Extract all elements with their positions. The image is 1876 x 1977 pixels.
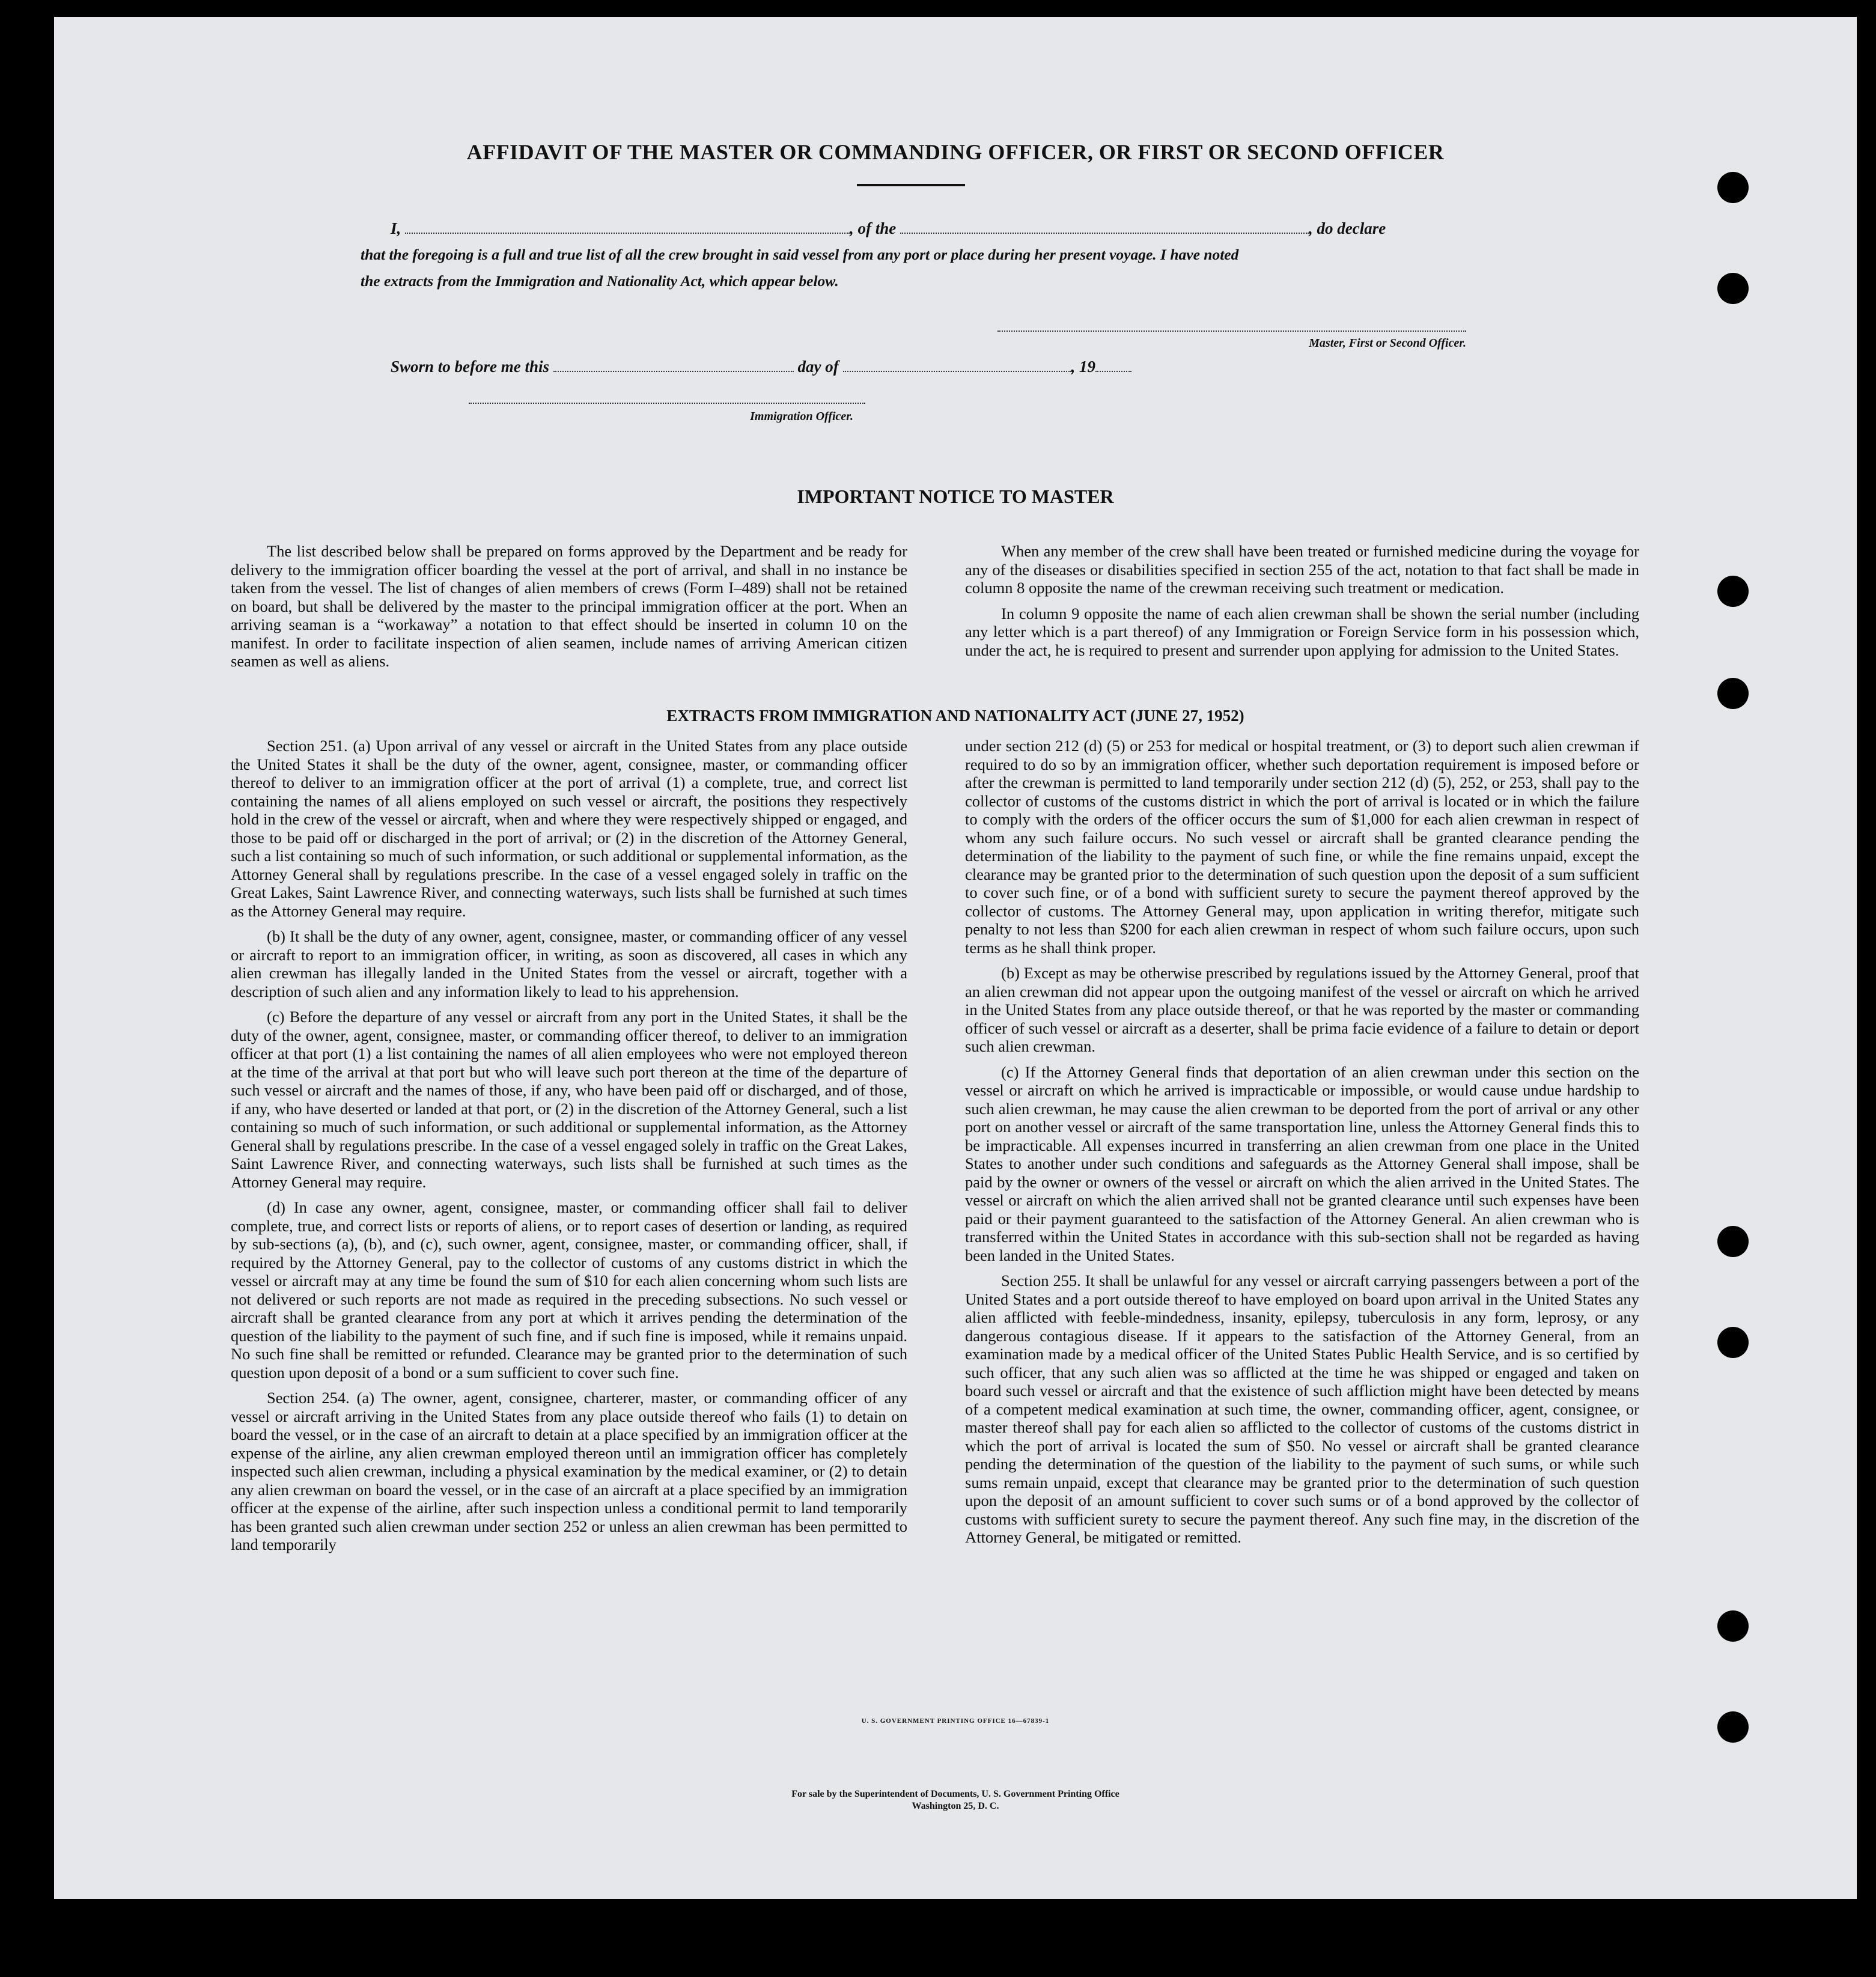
title-rule	[857, 184, 965, 186]
punch-hole	[1717, 1226, 1749, 1257]
sworn-label: Sworn to before me this	[391, 358, 550, 376]
vessel-name-field[interactable]	[900, 217, 1309, 234]
sworn-line	[391, 353, 1292, 380]
extracts-right-column	[965, 737, 1639, 1554]
extracts-left-column	[231, 737, 907, 1561]
master-signature-line[interactable]	[997, 331, 1466, 332]
section-254b: (b) Except as may be otherwise prescribed by regulations issued by the Attorney General, proof that an alien crewman did not appear upon the outgoing manifest of the vessel or aircraft on which he arrived in the United States from any place outside thereof, or that he was reported by the master or commanding officer of such vessel or aircraft as a deserter, shall be prima facie evidence of a failure to detain or deport such alien crewman.	[965, 964, 1639, 1055]
day-of-label: day of	[797, 358, 839, 376]
punch-hole	[1717, 172, 1749, 203]
punch-hole	[1717, 1610, 1749, 1642]
year-label: , 19	[1071, 358, 1096, 376]
punch-hole	[1717, 1711, 1749, 1743]
printing-office-imprint: U. S. GOVERNMENT PRINTING OFFICE 16—67839-1	[861, 1717, 1050, 1725]
section-254c: (c) If the Attorney General finds that deportation of an alien crewman under this section on the vessel or aircraft on which he arrived is impracticable or impossible, or would cause undue hardship to such alien crewman, he may cause the alien crewman to be deported from the port of arrival or any other port on another vessel or aircraft of the same transportation line, unless the Attorney General finds this to be impracticable. All expenses incurred in transferring an alien crewman from one place in the United States to another under such conditions and safeguards as the Attorney General shall impose, shall be paid by the owner or owners of the vessel or aircraft on which the alien arrived in the United States. The vessel or aircraft on which the alien arrived shall not be granted clearance until such expenses have been paid or their payment guaranteed to the satisfaction of the Attorney General. An alien crewman who is transferred within the United States in accordance with this sub-section shall not be regarded as having been landed in the United States.	[965, 1062, 1639, 1264]
sale-notice-line: Washington 25, D. C.	[912, 1801, 999, 1811]
punch-hole	[1717, 273, 1749, 304]
notice-paragraph: In column 9 opposite the name of each alien crewman shall be shown the serial number (including any letter which is a part thereof) of any Immigration or Foreign Service form in his possession which, under the act, he is required to present and surrender upon applying for admission to the United States.	[965, 604, 1639, 659]
punch-hole	[1717, 678, 1749, 709]
extracts-title: EXTRACTS FROM IMMIGRATION AND NATIONALITY ACT (JUNE 27, 1952)	[666, 707, 1244, 725]
section-255: Section 255. It shall be unlawful for any vessel or aircraft carrying passengers between a port of the United States and a port outside thereof to have employed on board upon arrival in the United States any alien afflicted with feeble-mindedness, insanity, epilepsy, tuberculosis in any form, leprosy, or any dangerous contagious disease. If it appears to the satisfaction of the Attorney General, from an examination made by a medical officer of the United States Public Health Service, and is so certified by such officer, that any such alien was so afflicted at the time he was shipped or engaged and taken on board such vessel or aircraft and that the existence of such affliction might have been detected by means of a competent medical examination at such time, the owner, commanding officer, agent, consignee, or master thereof shall pay for each alien so afflicted to the collector of customs of the customs district in which the port of arrival is located the sum of $50. No vessel or aircraft shall be granted clearance pending the determination of the question of the liability to the payment of such sums, or while such sums remain unpaid, except that clearance may be granted prior to the determination of such question upon the deposit of an amount sufficient to cover such sums or of a bond approved by the collector of customs with sufficient surety to secure the payment thereof. Any such fine may, in the discretion of the Attorney General, be mitigated or remitted.	[965, 1272, 1639, 1546]
sworn-month-field[interactable]	[843, 355, 1071, 372]
section-251d: (d) In case any owner, agent, consignee, master, or commanding officer shall fail to deliver complete, true, and correct lists or reports of aliens, or to report cases of desertion or landing, as required by sub-sections (a), (b), and (c), such owner, agent, consignee, master, or commanding officer, shall, if required by the Attorney General, pay to the collector of customs of any customs district in which the vessel or aircraft may at any time be found the sum of $10 for each alien concerning whom such lists are not delivered or such reports are not made as required in the preceding subsections. No such vessel or aircraft shall be granted clearance from any port at which it arrives pending the determination of the question of the liability to the payment of such fine, and if such fine is imposed, while it remains unpaid. No such fine shall be remitted or refunded. Clearance may be granted prior to the determination of such question upon deposit of a bond or a sum sufficient to cover such fine.	[231, 1198, 907, 1381]
document-page	[54, 17, 1857, 1899]
notice-title: IMPORTANT NOTICE TO MASTER	[797, 486, 1114, 507]
notice-right-column	[965, 542, 1639, 666]
sale-notice	[54, 1788, 1857, 1812]
sale-notice-line: For sale by the Superintendent of Documents, U. S. Government Printing Office	[791, 1789, 1119, 1799]
affidavit-title: AFFIDAVIT OF THE MASTER OR COMMANDING OFFICER, OR FIRST OR SECOND OFFICER	[466, 140, 1445, 164]
do-declare-label: , do declare	[1309, 219, 1386, 237]
master-signature-label: Master, First or Second Officer.	[1309, 337, 1466, 350]
section-251a: Section 251. (a) Upon arrival of any vessel or aircraft in the United States from any place outside the United States it shall be the duty of the owner, agent, consignee, master, or commanding officer thereof to deliver to an immigration officer at the port of arrival (1) a complete, true, and correct list containing the names of all aliens employed on such vessel or aircraft, the positions they respectively hold in the crew of the vessel or aircraft, when and where they were respectively shipped or engaged, and those to be paid off or discharged in the port of arrival; or (2) in the discretion of the Attorney General, such a list containing so much of such information, or such additional or supplemental information, as the Attorney General shall by regulations prescribe. In the case of a vessel engaged solely in traffic on the Great Lakes, Saint Lawrence River, and connecting waterways, such lists shall be furnished at such times as the Attorney General may require.	[231, 737, 907, 920]
immigration-officer-label: Immigration Officer.	[750, 410, 853, 423]
affidavit-statement-line: that the foregoing is a full and true list of all the crew brought in said vessel from any port or place during her present voyage. I have noted	[361, 246, 1239, 263]
section-254a: Section 254. (a) The owner, agent, consignee, charterer, master, or commanding officer of any vessel or aircraft arriving in the United States from any place outside thereof who fails (1) to detain on board the vessel, or in the case of an aircraft to detain at a place specified by an immigration officer at the expense of the airline, any alien crewman employed thereon until an immigration officer has completely inspected such alien crewman, including a physical examination by the medical examiner, or (2) to detain any alien crewman on board the vessel, or in the case of an aircraft at a place specified by an immigration officer at the expense of the airline, after such inspection unless a conditional permit to land temporarily has been granted such alien crewman under section 252 or unless an alien crewman has been permitted to land temporarily	[231, 1389, 907, 1553]
declarant-prefix: I,	[391, 219, 401, 237]
affidavit-declaration-line	[391, 215, 1532, 242]
punch-hole	[1717, 1327, 1749, 1358]
notice-paragraph: The list described below shall be prepared on forms approved by the Department and be ready for delivery to the immigration officer boarding the vessel at the port of arrival, and shall in no instance be taken from the vessel. The list of changes of alien members of crews (Form I–489) shall not be retained on board, but shall be delivered by the master to the principal immigration officer at the port. When an arriving seaman is a “workaway” a notation to that effect should be inserted in column 10 on the manifest. In order to facilitate inspection of alien seamen, include names of arriving American citizen seamen as well as aliens.	[231, 542, 907, 670]
declarant-name-field[interactable]	[405, 217, 850, 234]
of-the-label: , of the	[850, 219, 897, 237]
sworn-year-field[interactable]	[1095, 355, 1131, 372]
section-251c: (c) Before the departure of any vessel or aircraft from any port in the United States, it shall be the duty of the owner, agent, consignee, master, or commanding officer thereof, to deliver to an immigration officer at that port (1) a list containing the names of all alien employees who were not employed thereon at the time of the arrival at that port but who will leave such port thereon at the time of the departure of such vessel or aircraft and the names of those, if any, who have been paid off or discharged, and of those, if any, who have deserted or landed at that port, or (2) in the discretion of the Attorney General, such a list containing so much of such information, or such additional or supplemental information, as the Attorney General shall by regulations prescribe. In the case of a vessel engaged solely in traffic on the Great Lakes, Saint Lawrence River, and connecting waterways, such lists shall be furnished at such times as the Attorney General may require.	[231, 1008, 907, 1191]
punch-hole	[1717, 576, 1749, 607]
section-251b: (b) It shall be the duty of any owner, agent, consignee, master, or commanding officer of any vessel or aircraft to report to an immigration officer, in writing, as soon as discovered, all cases in which any alien crewman has illegally landed in the United States from the vessel or aircraft, together with a description of such alien and any information likely to lead to his apprehension.	[231, 927, 907, 1001]
section-254a-continued: under section 212 (d) (5) or 253 for medical or hospital treatment, or (3) to deport such alien crewman if required to do so by an immigration officer, whether such deportation requirement is imposed before or after the crewman is permitted to land temporarily under section 212 (d) (5), 252, or 253, shall pay to the collector of customs of the customs district in which the port of arrival is located or in which the failure to comply with the orders of the officer occurs the sum of $1,000 for each alien crewman in respect of whom any such failure occurs. No such vessel or aircraft shall be granted clearance pending the determination of the liability to the payment of such fine, or while the fine remains unpaid, except the clearance may be granted prior to the determination of such question upon the deposit of a sum sufficient to cover such fine, or of a bond with sufficient surety to secure the payment thereof approved by the collector of customs. The Attorney General may, upon application in writing therefor, mitigate such penalty to not less than $200 for each alien crewman in respect of whom such failure occurs, upon such terms as he shall think proper.	[965, 737, 1639, 957]
affidavit-statement-line: the extracts from the Immigration and Nationality Act, which appear below.	[361, 272, 839, 290]
sworn-day-field[interactable]	[553, 355, 794, 372]
immigration-officer-signature-line[interactable]	[469, 403, 865, 404]
notice-paragraph: When any member of the crew shall have been treated or furnished medicine during the voyage for any of the diseases or disabilities specified in section 255 of the act, notation to that fact shall be made in column 8 opposite the name of the crewman receiving such treatment or medication.	[965, 542, 1639, 597]
notice-left-column	[231, 542, 907, 678]
